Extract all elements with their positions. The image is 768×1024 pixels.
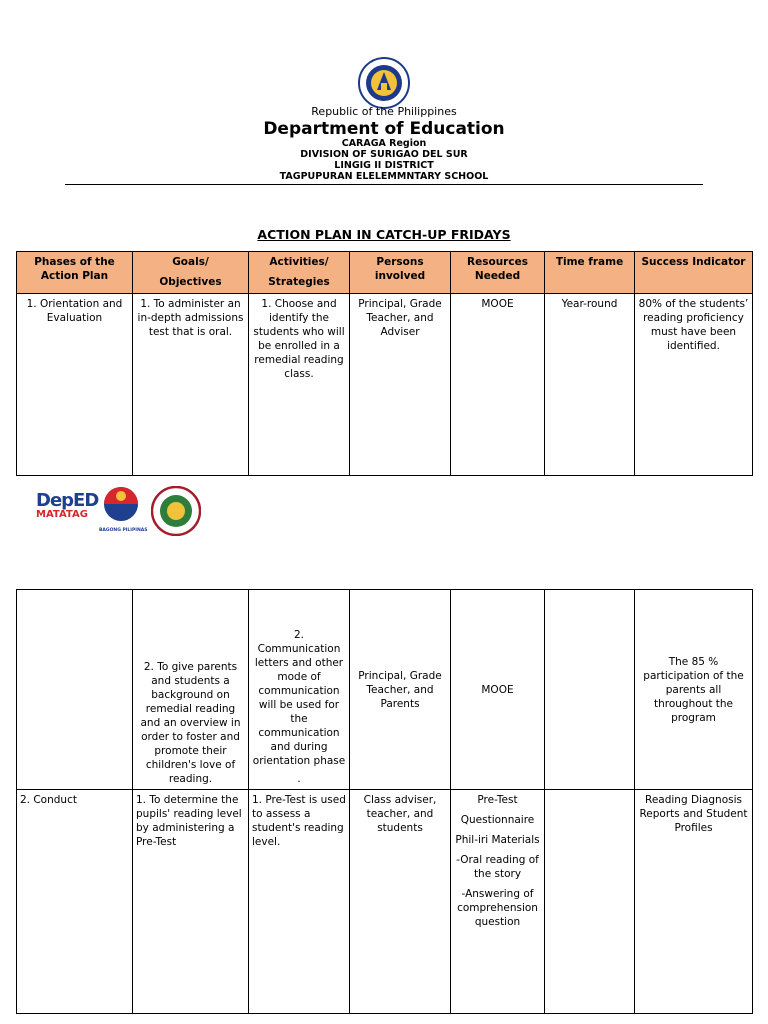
deped-seal-logo [357,56,411,110]
cell-goal: 1. To determine the pupils' reading level by administering a Pre-Test [133,790,249,1014]
header-phases: Phases of the Action Plan [17,252,133,294]
header-time: Time frame [545,252,635,294]
header-resources: Resources Needed [451,252,545,294]
division-seal-logo [151,486,201,540]
cell-resources: Pre-Test Questionnaire Phil-iri Materials -Oral reading of the story -Answering of comprehension question [451,790,545,1014]
cell-time [545,790,635,1014]
bagong-pilipinas-logo: BAGONG PILIPINAS [99,486,147,533]
cell-success: Reading Diagnosis Reports and Student Profiles [635,790,753,1014]
table-row [17,790,753,1014]
header-success: Success Indicator [635,252,753,294]
plan-title: ACTION PLAN IN CATCH-UP FRIDAYS [257,227,511,242]
header-divider [65,184,703,185]
district-text: LINGIG II DISTRICT [334,160,434,171]
school-text: TAGPUPURAN ELELEMMNTARY SCHOOL [279,171,489,182]
table-row [17,590,753,790]
department-title: Department of Education [263,119,505,139]
cell-time: Year-round [545,294,635,476]
table-row [17,294,753,476]
cell-success: 80% of the students’ reading proficiency must have been identified. [635,294,753,476]
cell-phase: 2. Conduct [17,790,133,1014]
region-text: CARAGA Region [341,138,427,149]
cell-resources: MOOE [451,294,545,476]
action-plan-table-2 [16,589,753,1014]
cell-activity: 1. Pre-Test is used to assess a student's reading level. [249,790,350,1014]
cell-goal: 1. To administer an in-depth admissions test that is oral. [133,294,249,476]
cell-success: The 85 % participation of the parents all throughout the program [635,590,753,790]
footer-logos [36,486,206,538]
action-plan-table-1 [16,251,753,476]
cell-persons: Principal, Grade Teacher, and Adviser [350,294,451,476]
cell-phase: 1. Orientation and Evaluation [17,294,133,476]
cell-goal: 2. To give parents and students a background on remedial reading and an overview in order to foster and promote their children's love of reading. [133,590,249,790]
cell-activity: 1. Choose and identify the students who will be enrolled in a remedial reading class. [249,294,350,476]
header-activities: Activities/ Strategies [249,252,350,294]
cell-resources: MOOE [451,590,545,790]
cell-activity: 2. Communication letters and other mode of communication will be used for the communication and during orientation phase . [249,590,350,790]
header-persons: Persons involved [350,252,451,294]
header-goals: Goals/ Objectives [133,252,249,294]
cell-phase [17,590,133,790]
division-text: DIVISION OF SURIGAO DEL SUR [300,149,468,160]
cell-persons: Principal, Grade Teacher, and Parents [350,590,451,790]
cell-persons: Class adviser, teacher, and students [350,790,451,1014]
cell-time [545,590,635,790]
deped-matatag-logo: DepED MATATAG [36,490,99,520]
republic-text: Republic of the Philippines [311,105,457,118]
